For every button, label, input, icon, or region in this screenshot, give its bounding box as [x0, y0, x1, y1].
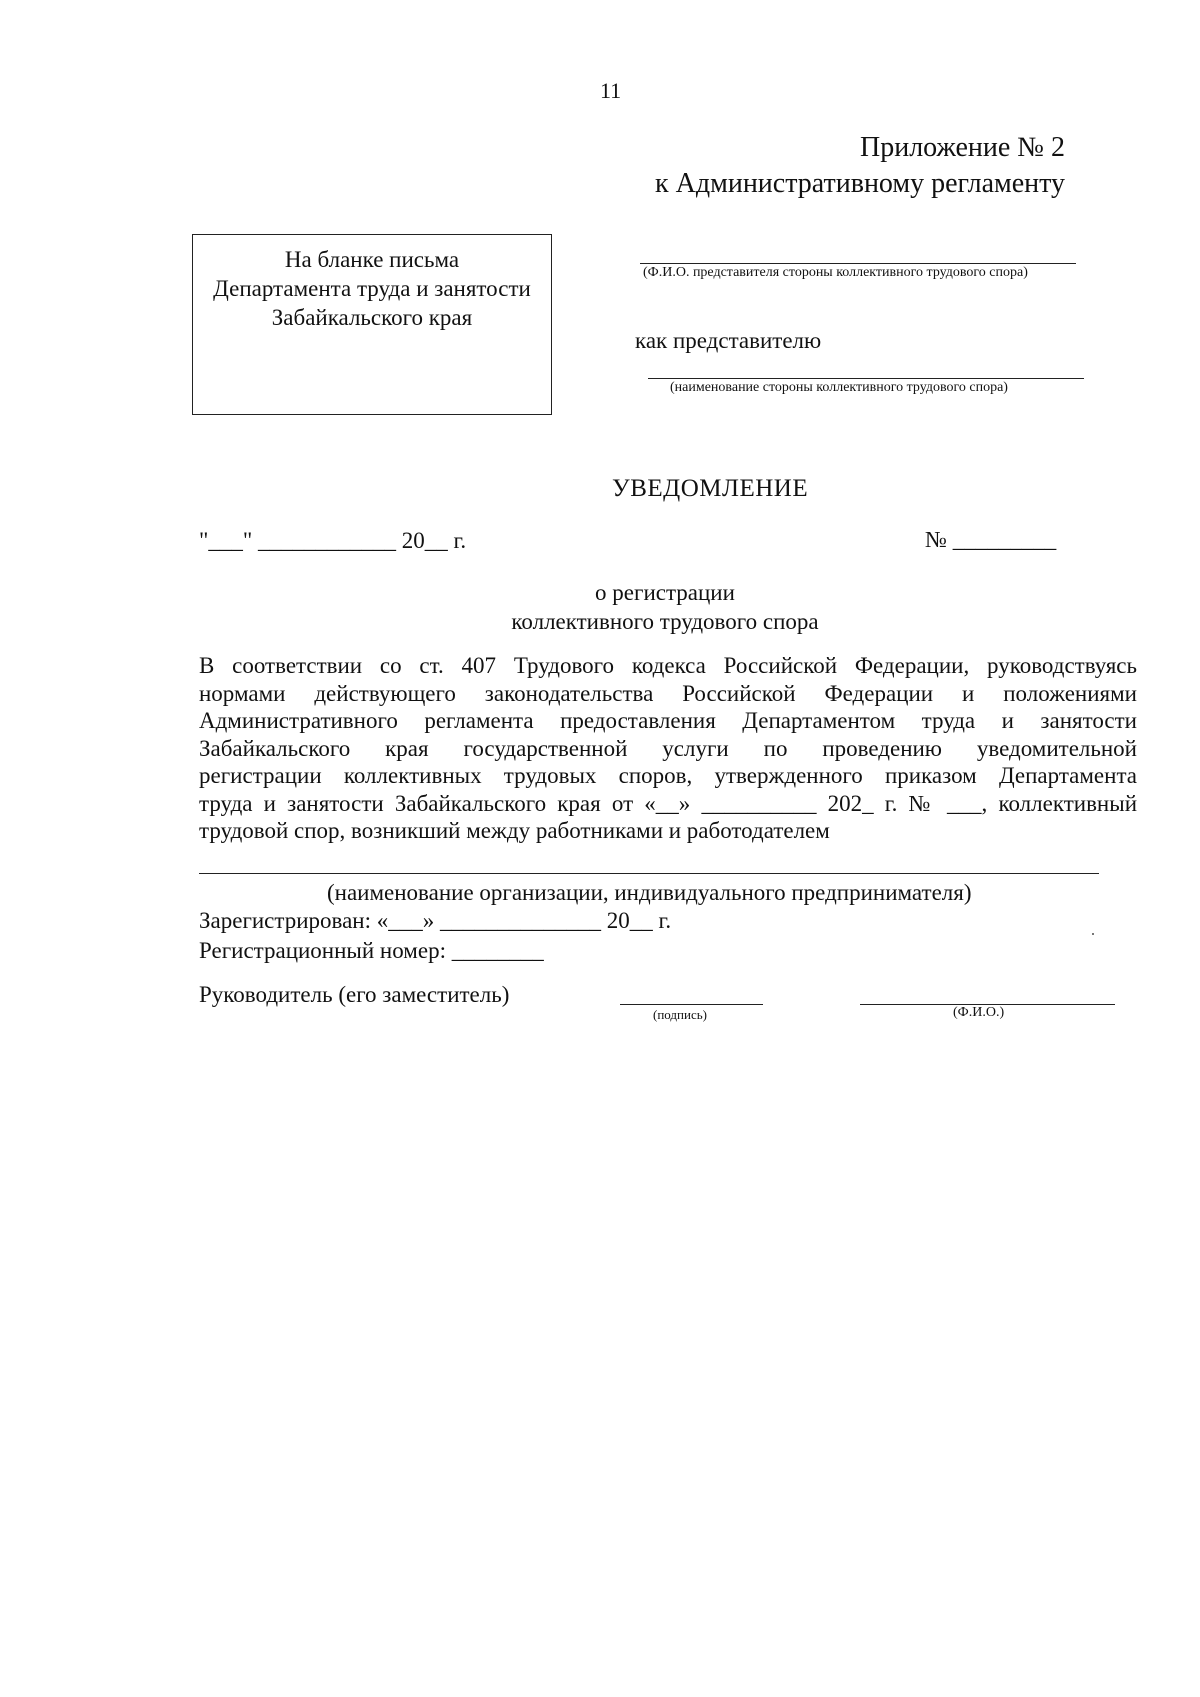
- appendix-line-1: Приложение № 2: [860, 132, 1065, 163]
- date-field: "___" ____________ 20__ г.: [199, 528, 467, 553]
- fio-caption: (Ф.И.О.): [953, 1005, 1005, 1020]
- signature-caption: (подпись): [653, 1007, 707, 1022]
- body-line-2: нормами действующего законодательства Российской Федерации и положениями: [199, 680, 1137, 706]
- number-field: № _________: [925, 527, 1057, 552]
- body-line-4: Забайкальского края государственной услуги по проведению уведомительной: [199, 735, 1137, 761]
- body-line-6: труда и занятости Забайкальского края от «__» __________ 202_ г. № ___, коллективный: [199, 790, 1137, 816]
- recipient-fio-line: [640, 263, 1076, 264]
- page-number: 11: [600, 78, 622, 103]
- recipient-fio-caption: (Ф.И.О. представителя стороны коллективного трудового спора): [643, 265, 1028, 280]
- body-line-1: В соответствии со ст. 407 Трудового кодекса Российской Федерации, руководствуясь: [199, 653, 1137, 678]
- body-line-3: Административного регламента предоставления Департаментом труда и занятости: [199, 708, 1137, 733]
- recipient-party-line: [648, 378, 1084, 379]
- body-paragraph: [199, 652, 1137, 845]
- document-title: УВЕДОМЛЕНИЕ: [612, 475, 809, 502]
- document-subtitle: [0, 578, 1200, 636]
- body-line-7: трудовой спор, возникший между работниками и работодателем: [199, 818, 830, 843]
- registration-number-field: Регистрационный номер: ________: [199, 938, 544, 963]
- organization-name-line: [199, 873, 1099, 874]
- subtitle-line-2: коллективного трудового спора: [511, 609, 819, 634]
- recipient-party-caption: (наименование стороны коллективного трудового спора): [670, 380, 1008, 395]
- letterhead-line-1: На бланке письма: [284, 247, 460, 272]
- appendix-line-2: к Административному регламенту: [655, 168, 1065, 199]
- letterhead-box: [192, 234, 552, 415]
- head-signature-label: Руководитель (его заместитель): [199, 982, 510, 1007]
- appendix-header: [655, 130, 1065, 202]
- scan-speck: [1092, 933, 1094, 935]
- subtitle-line-1: о регистрации: [595, 580, 735, 605]
- letterhead-line-2: Департамента труда и занятости: [213, 276, 531, 301]
- organization-caption: (наименование организации, индивидуального предпринимателя): [327, 880, 972, 905]
- letterhead-line-3: Забайкальского края: [271, 305, 473, 330]
- signature-line: [620, 1004, 763, 1005]
- registered-date-field: Зарегистрирован: «___» ______________ 20__ г.: [199, 908, 672, 933]
- as-representative-label: как представителю: [635, 328, 822, 353]
- body-line-5: регистрации коллективных трудовых споров, утвержденного приказом Департамента: [199, 763, 1137, 788]
